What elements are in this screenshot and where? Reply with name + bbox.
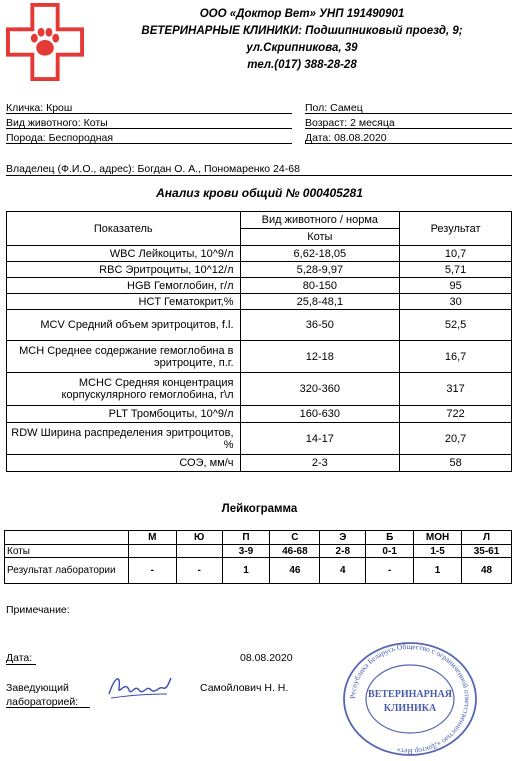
col-header-result: Результат: [400, 212, 512, 246]
leukogram-result-row: Результат лаборатории - - 1 46 4 - 1 48: [5, 558, 512, 584]
col-header-norm: Вид животного / норма: [240, 212, 400, 229]
stamp-ring-text: Республика Беларусь Общество с ограниченной ответственностью «Доктор Вет»: [347, 641, 473, 757]
table-row: WBC Лейкоциты, 10^9/л 6,62-18,05 10,7: [7, 246, 512, 262]
leuko-col-b: Б: [366, 531, 414, 545]
table-row: RDW Ширина распределения эритроцитов, % 14-17 20,7: [7, 423, 512, 455]
header-clinics: ВЕТЕРИНАРНЫЕ КЛИНИКИ: Подшипниковый проезд, 9;: [141, 25, 463, 37]
analysis-title: Анализ крови общий № 000405281: [156, 186, 363, 200]
header-phone: тел.(017) 388-28-28: [247, 59, 357, 71]
blood-analysis-table: [6, 211, 512, 472]
clinic-logo-icon: [6, 3, 84, 81]
leuko-col-mon: МОН: [414, 531, 462, 545]
patient-sex: Пол: Самец: [305, 102, 363, 114]
stamp-line2: КЛИНИКА: [383, 703, 437, 714]
leuko-col-yu: Ю: [176, 531, 222, 545]
table-row: MCHC Средняя концентрация корпускулярного гемоглобина, г\л 320-360 317: [7, 373, 512, 406]
signature-icon: [105, 670, 175, 706]
header-company: ООО «Доктор Вет» УНП 191490901: [199, 8, 405, 20]
patient-owner: Владелец (Ф.И.О., адрес): Богдан О. А., Пономаренко 24-68: [6, 163, 300, 175]
leukogram-header-row: [5, 531, 512, 545]
head-name: Самойлович Н. Н.: [200, 682, 289, 694]
col-header-indicator: Показатель: [7, 212, 241, 246]
date-label: Дата:: [6, 652, 33, 664]
patient-species: Вид животного: Коты: [6, 117, 108, 129]
clinic-stamp: [340, 640, 480, 758]
table-row: HCT Гематокрит,% 25,8-48,1 30: [7, 294, 512, 310]
table-row: MCH Среднее содержание гемоглобина в эритроците, п.г. 12-18 16,7: [7, 341, 512, 373]
paw-icon: [31, 28, 59, 56]
leuko-col-l: Л: [462, 531, 512, 545]
table-row: PLT Тромбоциты, 10^9/л 160-630 722: [7, 406, 512, 423]
col-header-species: Коты: [240, 229, 400, 246]
header-address: ул.Скрипникова, 39: [246, 42, 358, 54]
stamp-line1: ВЕТЕРИНАРНАЯ: [368, 689, 452, 700]
patient-age: Возраст: 2 месяца: [305, 117, 395, 129]
table-row: HGB Гемоглобин, г/л 80-150 95: [7, 278, 512, 294]
leukogram-title: Лейкограмма: [221, 503, 298, 515]
leuko-col-e: Э: [320, 531, 366, 545]
note-label: Примечание:: [6, 604, 70, 616]
table-row: RBC Эритроциты, 10^12/л 5,28-9,97 5,71: [7, 262, 512, 278]
leukogram-table: [4, 530, 512, 584]
patient-nickname: Кличка: Крош: [6, 102, 73, 114]
patient-breed: Порода: Беспородная: [6, 132, 114, 144]
date-value: 08.08.2020: [240, 652, 293, 664]
leuko-col-m: М: [128, 531, 176, 545]
table-row: СОЭ, мм/ч 2-3 58: [7, 455, 512, 472]
leuko-col-s: С: [270, 531, 320, 545]
leukogram-norm-row: Коты 3-9 46-68 2-8 0-1 1-5 35-61: [5, 545, 512, 558]
patient-date: Дата: 08.08.2020: [305, 132, 387, 144]
head-label: Заведующий лабораторией:: [6, 682, 79, 708]
table-row: MCV Средний объем эритроцитов, f.l. 36-50 52,5: [7, 310, 512, 341]
leuko-col-p: П: [222, 531, 270, 545]
